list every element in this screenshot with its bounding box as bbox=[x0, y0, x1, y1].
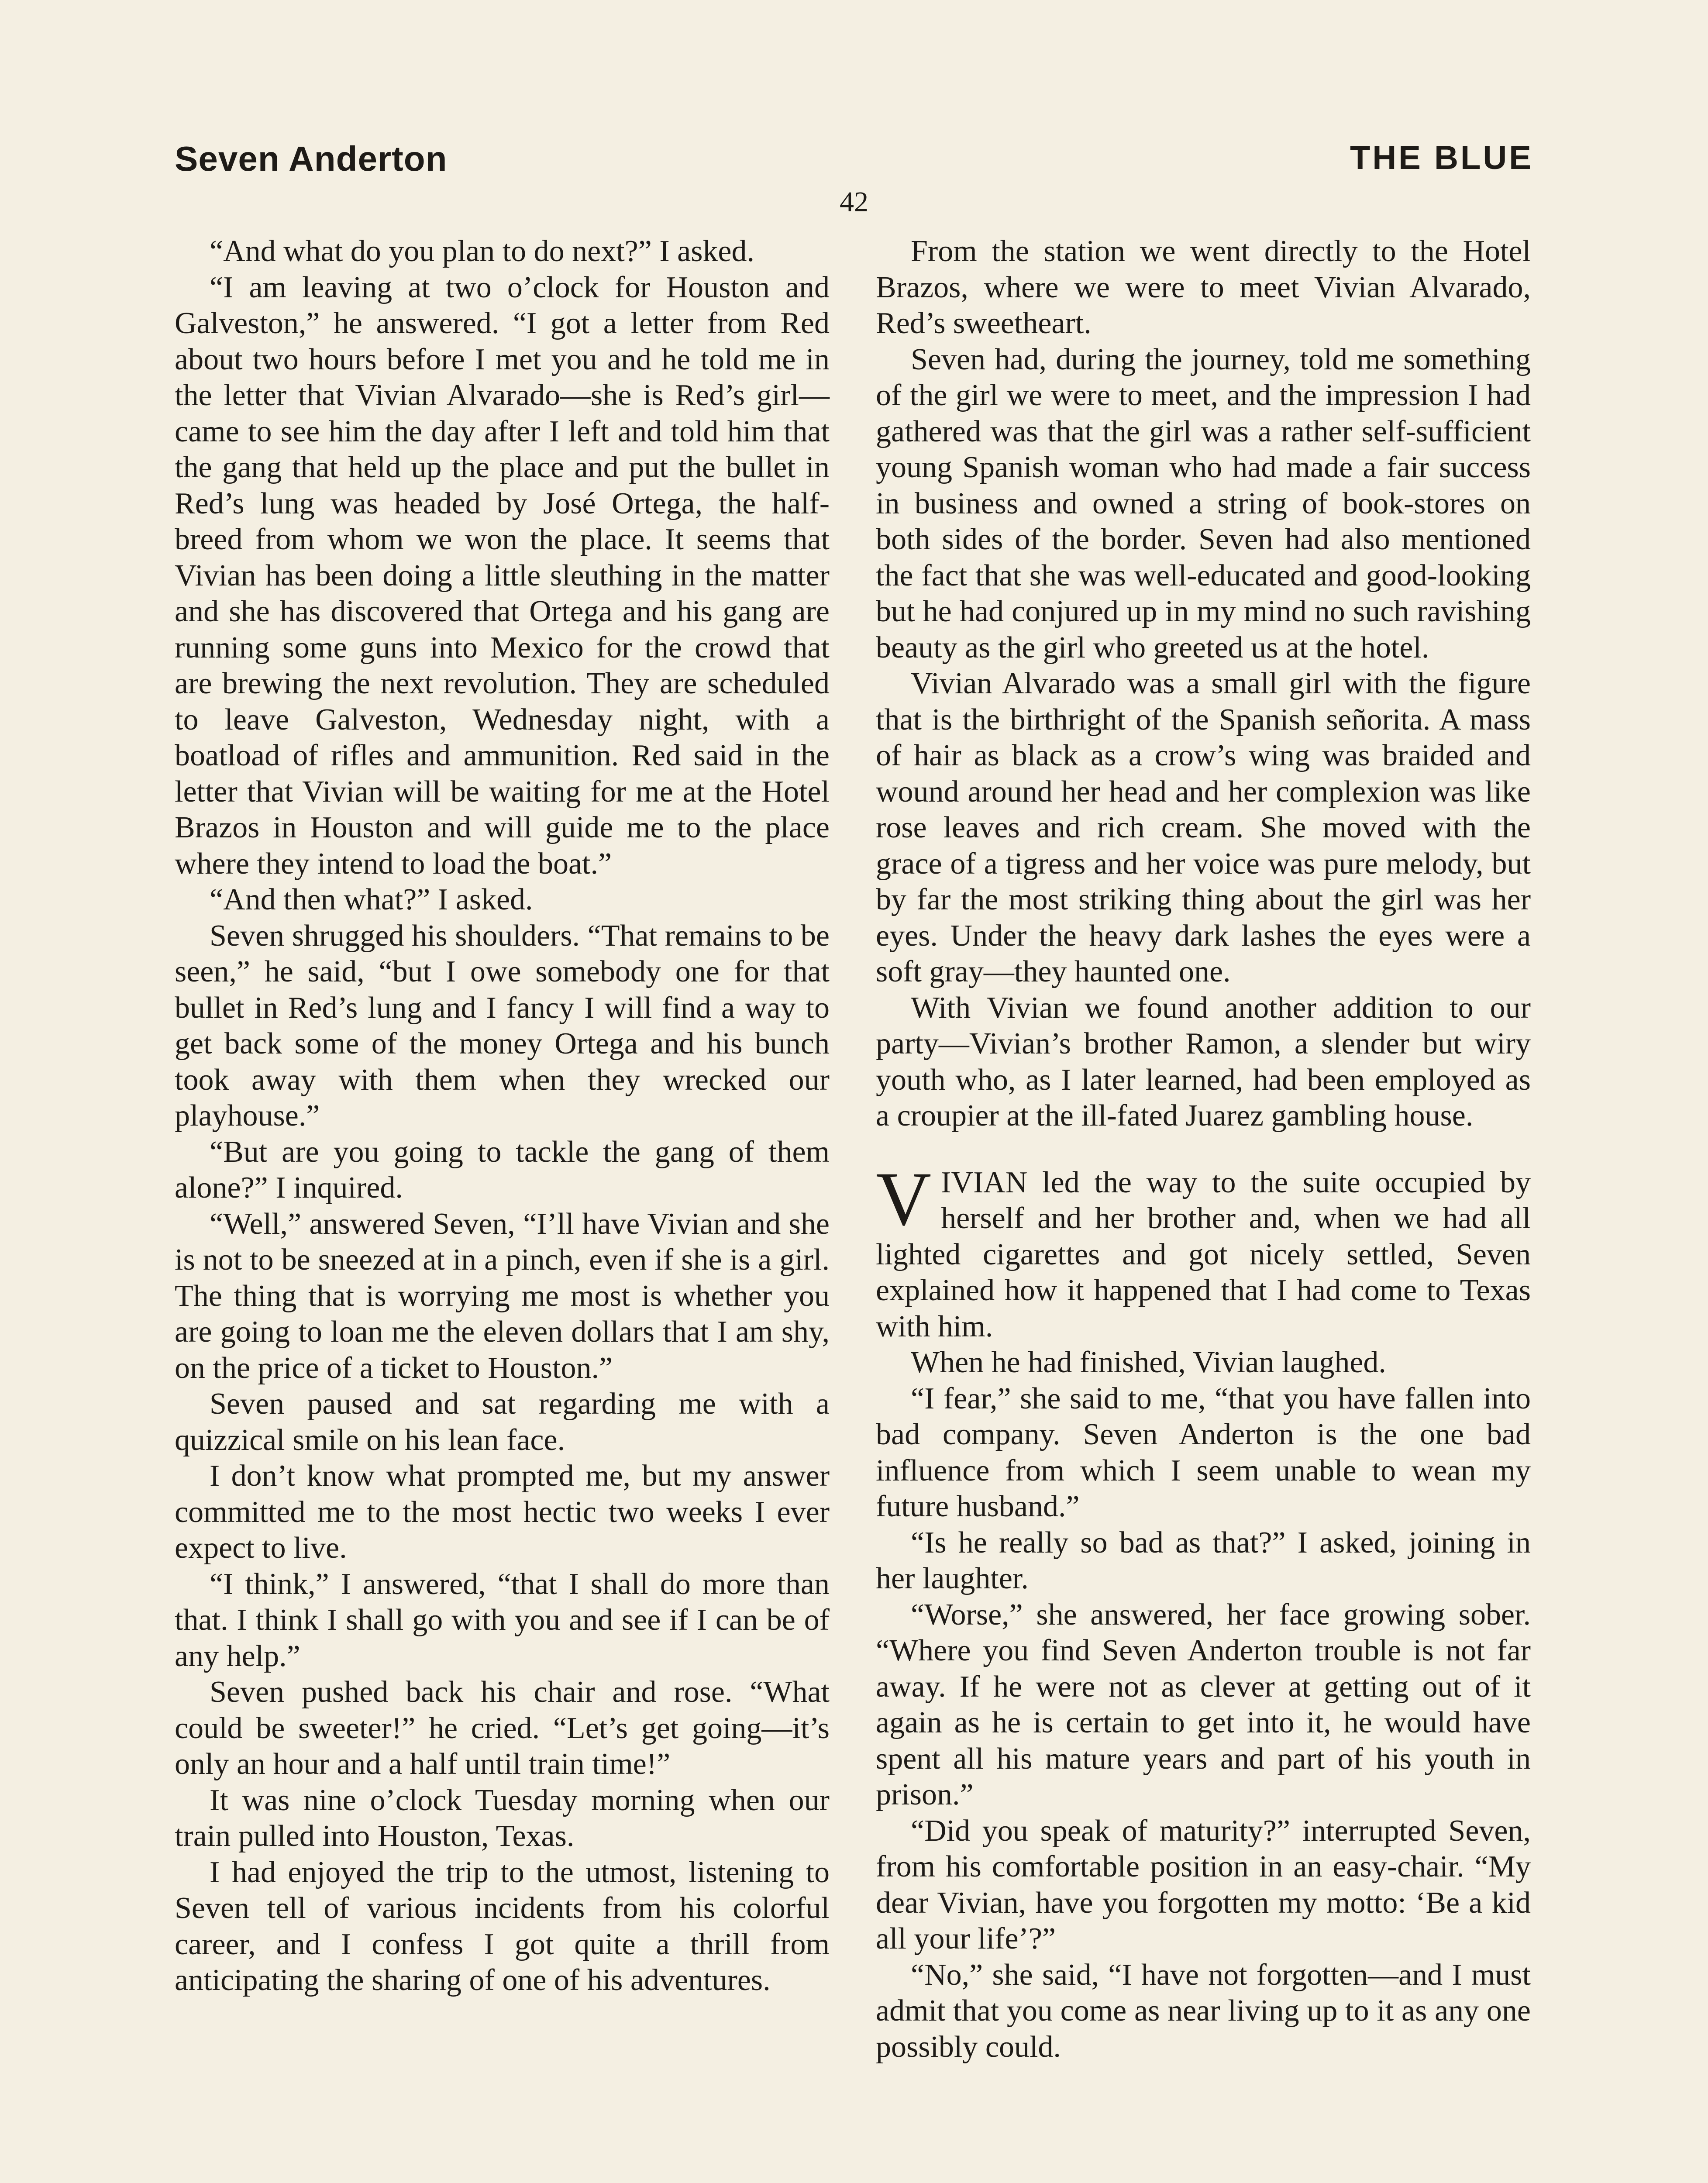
page-number: 42 bbox=[840, 186, 868, 218]
paragraph: “I fear,” she said to me, “that you have fallen into bad company. Seven Anderton is the one bad influence from which I seem unable to wean my future husband.” bbox=[876, 1381, 1531, 1523]
paragraph: Seven paused and sat regarding me with a quizzical smile on his lean face. bbox=[175, 1387, 830, 1457]
paragraph: Seven pushed back his chair and rose. “What could be sweeter!” he cried. “Let’s get going—it’s only an hour and a half until train time!” bbox=[175, 1675, 830, 1781]
paragraph: Vivian Alvarado was a small girl with the figure that is the birthright of the Spanish señorita. A mass of hair as black as a crow’s wing was braided and wound around her head and her complexion was like rose leaves and rich cream. She moved with the grace of a tigress and her voice was pure melody, but by far the most striking thing about the girl was her eyes. Under the heavy dark lashes the eyes were a soft gray—they haunted one. bbox=[876, 667, 1531, 988]
paragraph: “And what do you plan to do next?” I asked. bbox=[210, 234, 755, 268]
paragraph: “I am leaving at two o’clock for Houston and Galveston,” he answered. “I got a letter from Red about two hours before I met you and he told me in the letter that Vivian Alvarado—she is Red’s girl—came to see him the day after I left and told him that the gang that held up the place and put the bullet in Red’s lung was headed by José Ortega, the half-breed from whom we won the place. It seems that Vivian has been doing a little sleuthing in the matter and she has discovered that Ortega and his gang are running some guns into Mexico for the crowd that are brewing the next revolution. They are scheduled to leave Galveston, Wednesday night, with a boatload of rifles and ammunition. Red said in the letter that Vivian will be waiting for me at the Hotel Brazos in Houston and will guide me to the place where they intend to load the boat.” bbox=[175, 270, 830, 881]
section-start-paragraph bbox=[876, 1156, 1531, 1345]
paragraph: From the station we went directly to the Hotel Brazos, where we were to meet Vivian Alvarado, Red’s sweetheart. bbox=[876, 234, 1531, 340]
right-column bbox=[876, 234, 1531, 2065]
paragraph: “Did you speak of maturity?” interrupted Seven, from his comfortable position in an easy-chair. “My dear Vivian, have you forgotten my motto: ‘Be a kid all your life’?” bbox=[876, 1814, 1531, 1956]
drop-cap: V bbox=[876, 1156, 932, 1242]
running-head-title: Seven Anderton bbox=[175, 139, 448, 178]
paragraph: “And then what?” I asked. bbox=[210, 883, 533, 916]
paragraph: I don’t know what prompted me, but my answer committed me to the most hectic two weeks I ever expect to live. bbox=[175, 1459, 830, 1565]
paragraph: “Is he really so bad as that?” I asked, joining in her laughter. bbox=[876, 1525, 1531, 1595]
paragraph: Seven shrugged his shoulders. “That remains to be seen,” he said, “but I owe somebody one for that bullet in Red’s lung and I fancy I will find a way to get back some of the money Ortega and his bunch took away with them when they wrecked our playhouse.” bbox=[175, 919, 830, 1133]
paragraph: Seven had, during the journey, told me something of the girl we were to meet, and the impression I had gathered was that the girl was a rather self-sufficient young Spanish woman who had made a fair success in business and owned a string of book-stores on both sides of the border. Seven had also mentioned the fact that she was well-educated and good-looking but he had conjured up in my mind no such ravishing beauty as the girl who greeted us at the hotel. bbox=[876, 342, 1531, 665]
running-head-magazine: THE BLUE bbox=[1350, 139, 1533, 176]
paragraph: When he had finished, Vivian laughed. bbox=[911, 1346, 1386, 1379]
paragraph: It was nine o’clock Tuesday morning when our train pulled into Houston, Texas. bbox=[175, 1783, 830, 1853]
section-start-text: IVIAN led the way to the suite occupied by herself and her brother and, when we had all lighted cigarettes and got nicely settled, Seven explained how it happened that I had come to Texas with him. bbox=[876, 1165, 1531, 1343]
paragraph: I had enjoyed the trip to the utmost, listening to Seven tell of various incidents from his colorful career, and I confess I got quite a thrill from anticipating the sharing of one of his adventures. bbox=[175, 1855, 830, 1997]
paragraph: “Well,” answered Seven, “I’ll have Vivian and she is not to be sneezed at in a pinch, even if she is a girl. The thing that is worrying me most is whether you are going to loan me the eleven dollars that I am shy, on the price of a ticket to Houston.” bbox=[175, 1207, 830, 1385]
paragraph: With Vivian we found another addition to our party—Vivian’s brother Ramon, a slender but wiry youth who, as I later learned, had been employed as a croupier at the ill-fated Juarez gambling house. bbox=[876, 991, 1531, 1133]
left-column bbox=[175, 234, 830, 1999]
paragraph: “But are you going to tackle the gang of them alone?” I inquired. bbox=[175, 1135, 830, 1205]
paragraph: “Worse,” she answered, her face growing sober. “Where you find Seven Anderton trouble is not far away. If he were not as clever at getting out of it again as he is certain to get into it, he would have spent all his mature years and part of his youth in prison.” bbox=[876, 1598, 1531, 1811]
paragraph: “I think,” I answered, “that I shall do more than that. I think I shall go with you and see if I can be of any help.” bbox=[175, 1567, 830, 1673]
paragraph: “No,” she said, “I have not forgotten—and I must admit that you come as near living up to it as any one possibly could. bbox=[876, 1958, 1531, 2064]
